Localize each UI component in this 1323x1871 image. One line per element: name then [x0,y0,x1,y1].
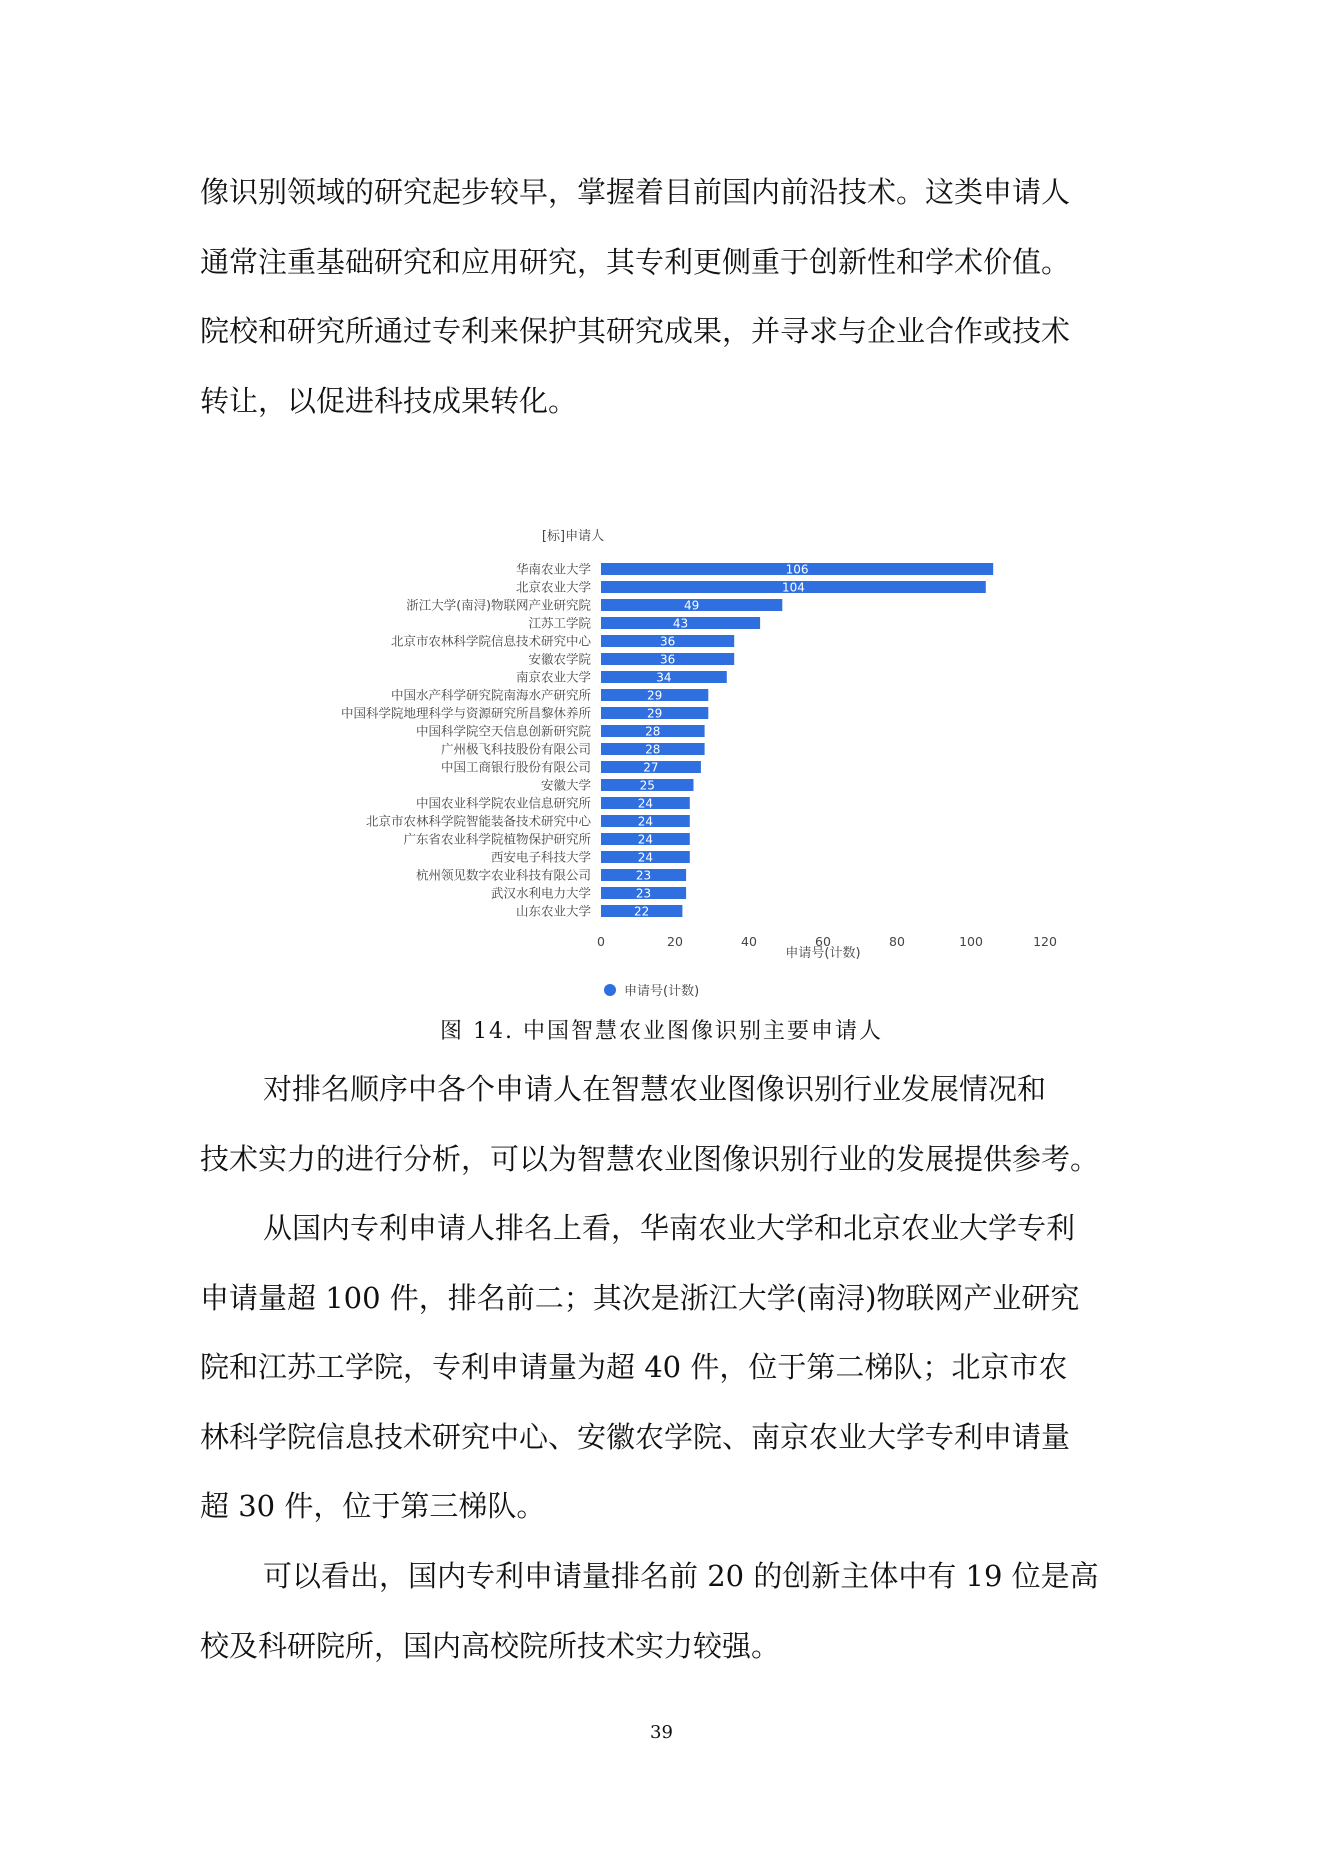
text-line: 院校和研究所通过专利来保护其研究成果，并寻求与企业合作或技术 [200,314,1071,348]
text-line: 转让，以促进科技成果转化。 [200,383,578,418]
y-tick-label: 中国科学院地理科学与资源研究所昌黎休养所 [340,705,591,721]
data-label: 28 [645,742,661,757]
x-tick-label: 60 [815,934,831,949]
y-tick-label: 武汉水利电力大学 [490,885,591,901]
chart-title: [标]申请人 [541,529,605,544]
y-tick-label: 山东农业大学 [515,903,591,919]
data-label: 24 [637,814,654,829]
text-line: 院和江苏工学院，专利申请量为超 40 件，位于第二梯队；北京市农 [200,1350,1068,1384]
page-number: 39 [650,1722,673,1743]
y-tick-label: 中国农业科学院农业信息研究所 [415,795,591,811]
y-tick-label: 江苏工学院 [528,615,591,631]
text-line: 申请量超 100 件，排名前二；其次是浙江大学(南浔)物联网产业研究 [200,1280,1080,1315]
legend-marker [604,984,616,996]
y-tick-label: 南京农业大学 [515,669,591,685]
data-label: 28 [645,724,661,739]
data-label: 24 [637,832,654,847]
text-line: 通常注重基础研究和应用研究，其专利更侧重于创新性和学术价值。 [200,244,1071,279]
top-paragraph [200,158,1120,436]
y-tick-label: 广州极飞科技股份有限公司 [440,741,591,757]
data-label: 36 [659,634,676,649]
text-line: 可以看出，国内专利申请量排名前 20 的创新主体中有 19 位是高 [263,1559,1099,1593]
y-tick-label: 安徽大学 [540,777,591,793]
text-line: 校及科研院所，国内高校院所技术实力较强。 [200,1628,781,1663]
body-paragraph-1 [200,1055,1120,1194]
text-line: 技术实力的进行分析，可以为智慧农业图像识别行业的发展提供参考。 [200,1141,1100,1176]
data-label: 23 [635,886,652,901]
x-tick-label: 100 [959,934,983,949]
text-line: 像识别领域的研究起步较早，掌握着目前国内前沿技术。这类申请人 [200,175,1071,209]
data-label: 29 [647,688,663,703]
data-label: 34 [656,670,672,685]
applicant-bar-chart [270,515,1070,975]
text-line: 对排名顺序中各个申请人在智慧农业图像识别行业发展情况和 [263,1072,1047,1106]
data-label: 24 [637,796,654,811]
y-tick-label: 安徽农学院 [528,651,591,667]
figure-caption: 图 14. 中国智慧农业图像识别主要申请人 [440,1019,883,1044]
data-label: 23 [635,868,652,883]
y-tick-label: 华南农业大学 [515,561,591,577]
data-label: 29 [647,706,663,721]
x-tick-label: 120 [1033,934,1057,949]
data-label: 27 [643,760,659,775]
y-tick-label: 北京市农林科学院信息技术研究中心 [390,633,591,649]
body-paragraph-2 [200,1194,1120,1542]
text-line: 从国内专利申请人排名上看，华南农业大学和北京农业大学专利 [263,1211,1076,1245]
body-paragraph-3 [200,1542,1120,1681]
x-tick-label: 0 [597,934,605,949]
y-tick-label: 北京农业大学 [515,579,591,595]
data-label: 106 [785,562,809,577]
x-tick-label: 20 [667,934,683,949]
x-tick-label: 80 [889,934,905,949]
y-tick-label: 广东省农业科学院植物保护研究所 [403,831,591,847]
x-axis-label: 申请号(计数) [785,946,861,961]
data-label: 104 [781,580,805,595]
y-tick-label: 杭州领见数字农业科技有限公司 [415,867,591,883]
x-tick-label: 40 [741,934,757,949]
text-line: 林科学院信息技术研究中心、安徽农学院、南京农业大学专利申请量 [200,1419,1071,1454]
data-label: 22 [634,904,650,919]
y-tick-label: 中国工商银行股份有限公司 [440,759,591,775]
data-label: 24 [637,850,654,865]
y-tick-label: 中国水产科学研究院南海水产研究所 [390,687,591,703]
data-label: 25 [639,778,655,793]
y-tick-label: 中国科学院空天信息创新研究院 [415,723,591,739]
data-label: 49 [684,598,700,613]
y-tick-label: 西安电子科技大学 [490,849,591,865]
text-line: 超 30 件，位于第三梯队。 [200,1489,546,1523]
chart-legend [604,980,699,999]
data-label: 36 [659,652,676,667]
y-tick-label: 浙江大学(南浔)物联网产业研究院 [406,597,591,613]
y-tick-label: 北京市农林科学院智能装备技术研究中心 [365,813,591,829]
data-label: 43 [672,616,689,631]
legend-label: 申请号(计数) [624,984,700,999]
